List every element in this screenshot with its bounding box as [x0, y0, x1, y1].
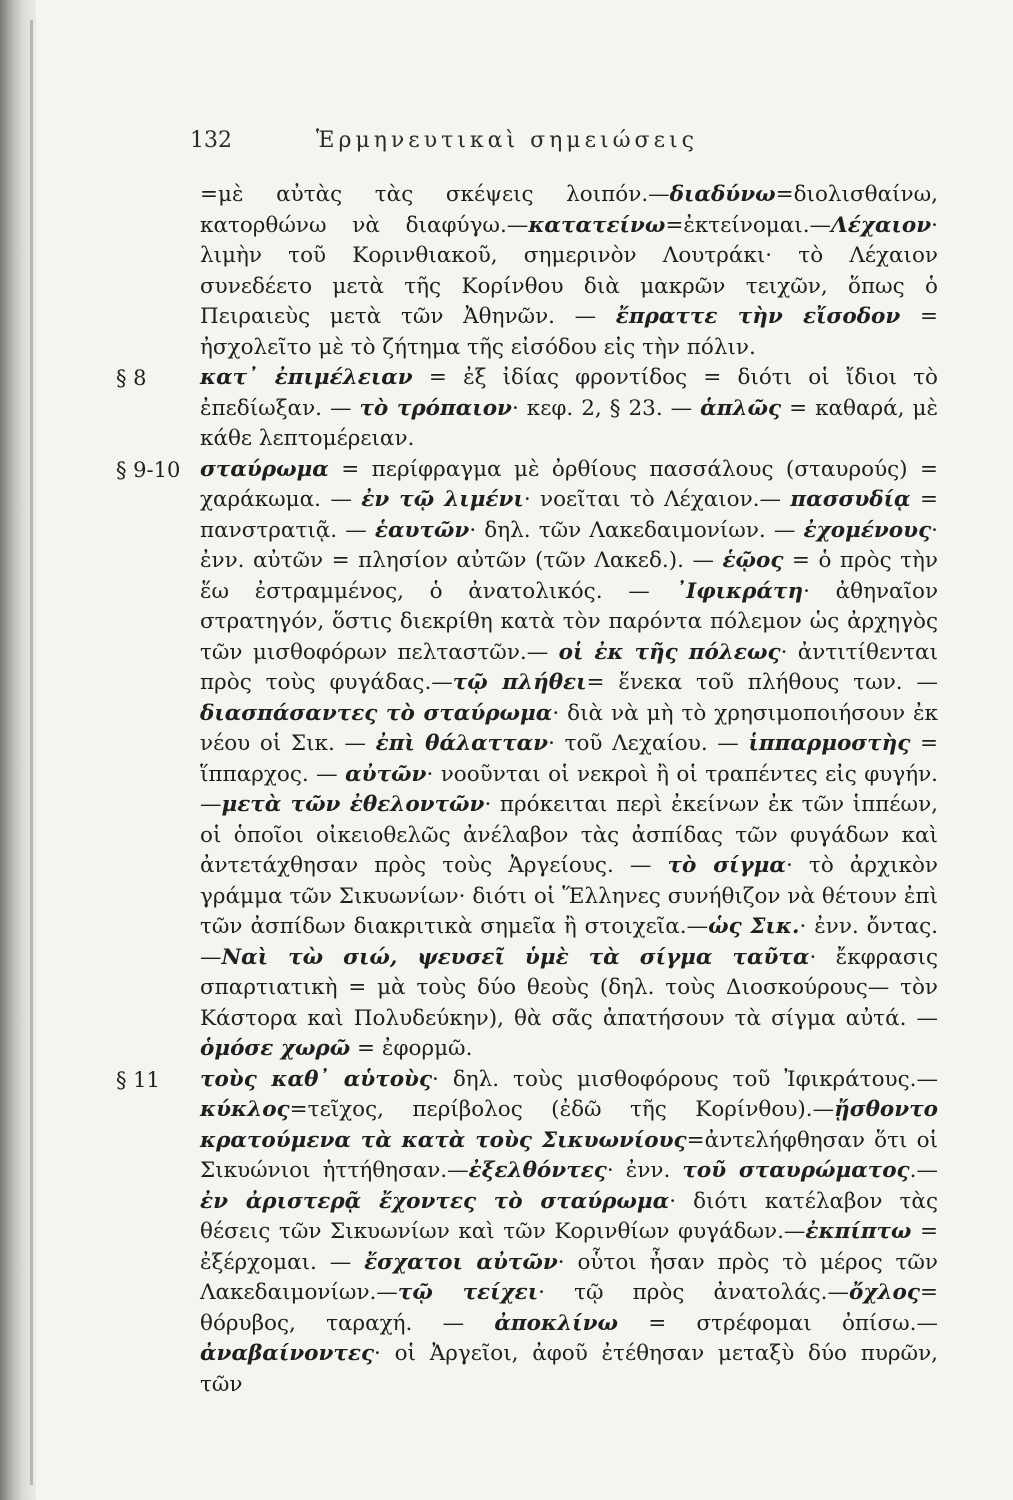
lemma-term: σταύρωμα	[200, 456, 329, 482]
gloss-text: · νοοῦνται οἱ νεκροὶ ἢ οἱ τραπέντες εἰς φυγήν.—	[200, 761, 938, 817]
gloss-text: = ὁ πρὸς τὴν ἕω ἐστραμμένος, ὁ ἀνατολικός. —	[200, 548, 938, 604]
lemma-term: ἁπλῶς	[700, 395, 782, 421]
commentary-paragraph	[116, 455, 939, 1065]
lemma-term: Λέχαιον	[831, 212, 932, 238]
lemma-term: ἐπὶ θάλατταν	[375, 731, 549, 756]
gloss-text: = πανστρατιᾷ. —	[200, 487, 938, 543]
lemma-term: ἀποκλίνω	[494, 1310, 618, 1336]
lemma-term: τοῦ σταυρώματος	[682, 1158, 910, 1183]
gloss-text: = ἐξ ἰδίας φροντίδος = διότι οἱ ἴδιοι τὸ ἐπεδίωξαν. —	[200, 365, 939, 421]
gloss-text: · τοῦ Λεχαίου. —	[548, 731, 749, 756]
lemma-term: τὸ τρόπαιον	[359, 395, 512, 421]
lemma-term: ἐξελθόντες	[468, 1158, 607, 1183]
gloss-text: · νοεῖται τὸ Λέχαιον.—	[523, 487, 791, 512]
lemma-term: τὸ σίγμα	[667, 853, 786, 878]
section-label: § 11	[116, 1067, 160, 1092]
gloss-text: =ἀντελήφθησαν ὅτι οἱ Σικυώνιοι ἡττήθησαν.—	[200, 1127, 938, 1183]
lemma-term: πασσυδίᾳ	[790, 487, 911, 512]
lemma-term: ἔπραττε τὴν εἴσοδον	[615, 304, 901, 329]
commentary-paragraph	[200, 180, 938, 363]
section-label: § 9-10	[116, 457, 181, 482]
gloss-text: · ἔκφρασις σπαρτιατικὴ = μὰ τοὺς δύο θεοὺς (δηλ. τοὺς Διοσκούρους— τὸν Κάστορα καὶ Πολυδεύκην), θὰ σᾶς ἀπατήσουν τὰ σίγμα αὐτά. —	[200, 944, 938, 1031]
gloss-text: = στρέφομαι ὀπίσω.—	[617, 1310, 938, 1336]
gloss-text: =μὲ αὐτὰς τὰς σκέψεις λοιπόν.—	[200, 182, 670, 207]
gloss-text: · λιμὴν τοῦ Κορινθιακοῦ, σημερινὸν Λουτράκι· τὸ Λέχαιον συνεδέετο μετὰ τῆς Κορίνθου διὰ μακρῶν τειχῶν, ὅπως ὁ Πειραιεὺς μετὰ τῶν Ἀθηνῶν. —	[200, 212, 938, 329]
lemma-term: διασπάσαντες τὸ σταύρωμα	[200, 700, 553, 726]
gloss-text: .—	[909, 1158, 938, 1183]
book-spine-shadow	[0, 0, 40, 1500]
gloss-text: = ἠσχολεῖτο μὲ τὸ ζήτημα τῆς εἰσόδου εἰς τὴν πόλιν.	[200, 304, 938, 360]
gloss-text: = ἵππαρχος. —	[200, 731, 939, 787]
section-label: § 8	[116, 366, 147, 390]
lemma-term: τοὺς καθ᾿ αὑτοὺς	[200, 1066, 433, 1092]
lemma-term: ἱππαρμοστὴς	[748, 731, 911, 756]
gloss-text: =ἐκτείνομαι.—	[665, 212, 832, 238]
lemma-term: κατ᾿ ἐπιμέλειαν	[200, 365, 413, 390]
gloss-text: = περίφραγμα μὲ ὀρθίους πασσάλους (σταυρούς) = χαράκωμα. —	[200, 456, 938, 512]
lemma-term: αὐτῶν	[345, 761, 427, 787]
lemma-term: ἐν ἀριστερᾷ ἔχοντες τὸ σταύρωμα	[200, 1188, 670, 1214]
gloss-text: · διότι κατέλαβον τὰς θέσεις τῶν Σικυωνίων καὶ τῶν Κορινθίων φυγάδων.—	[200, 1188, 938, 1244]
gloss-text: · δηλ. τοὺς μισθοφόρους τοῦ Ἰφικράτους.—	[432, 1066, 938, 1092]
lemma-term: ὁμόσε χωρῶ	[200, 1036, 351, 1061]
lemma-term: τῷ πλήθει	[452, 670, 587, 695]
gloss-text: · κεφ. 2, § 23. —	[511, 395, 701, 421]
commentary-paragraph	[116, 363, 939, 455]
lemma-term: Ναὶ τὼ σιώ, ψευσεῖ ὑμὲ τὰ σίγμα ταῦτα	[221, 944, 810, 970]
lemma-term: ἐκπίπτω	[805, 1219, 912, 1244]
lemma-term: κατατείνω	[528, 212, 666, 238]
gloss-text: · οἱ Ἀργεῖοι, ἀφοῦ ἐτέθησαν μεταξὺ δύο πυρῶν, τῶν	[200, 1341, 938, 1397]
lemma-term: ὡς Σικ.	[708, 914, 800, 939]
lemma-term: τῷ τείχει	[397, 1280, 539, 1305]
gloss-text: · δηλ. τῶν Λακεδαιμονίων. —	[469, 517, 804, 543]
gloss-text: · ἐνν.	[606, 1158, 683, 1183]
lemma-term: ᾿Ιφικράτη	[675, 578, 804, 604]
page-number: 132	[190, 128, 232, 153]
lemma-term: οἱ ἐκ τῆς πόλεως	[558, 639, 781, 665]
lemma-term: ἑῷος	[722, 548, 784, 573]
gloss-text: · διὰ νὰ μὴ τὸ χρησιμοποιήσουν ἐκ νέου οἱ Σικ. —	[200, 700, 938, 756]
lemma-term: ἀναβαίνοντες	[200, 1341, 375, 1366]
gloss-text: = ἐξέρχομαι. —	[200, 1219, 938, 1275]
gloss-text: · ἀντιτίθενται πρὸς τοὺς φυγάδας.—	[200, 639, 938, 695]
lemma-term: ἔσχατοι αὐτῶν	[364, 1249, 558, 1275]
lemma-term: ἑαυτῶν	[374, 517, 470, 543]
gloss-text: · τῷ πρὸς ἀνατολάς.—	[538, 1280, 849, 1305]
lemma-term: κύκλος	[200, 1097, 290, 1122]
running-title: Ἑρμηνευτικαὶ σημειώσεις	[316, 128, 698, 153]
gloss-text: · ἐνν. αὐτῶν = πλησίον αὐτῶν (τῶν Λακεδ.). —	[200, 517, 938, 573]
lemma-term: ὄχλος	[848, 1280, 920, 1305]
lemma-term: μετὰ τῶν ἐθελοντῶν	[221, 792, 485, 817]
page-header	[190, 128, 950, 164]
gloss-text: · τὸ ἀρχικὸν γράμμα τῶν Σικυωνίων· διότι οἱ Ἕλληνες συνήθιζον νὰ θέτουν ἐπὶ τῶν ἀσπίδων διακριτικὰ σημεῖα ἢ στοιχεῖα.—	[200, 853, 938, 939]
gloss-text: = θόρυβος, ταραχή. —	[200, 1280, 938, 1336]
commentary-body	[116, 180, 939, 1400]
gloss-text: =τεῖχος, περίβολος (ἐδῶ τῆς Κορίνθου).—	[289, 1097, 835, 1122]
lemma-term: ᾔσθοντο κρατούμενα τὰ κατὰ τοὺς Σικυωνίους	[200, 1097, 938, 1153]
gloss-text: · πρόκειται περὶ ἐκείνων ἐκ τῶν ἱππέων, οἱ ὁποῖοι οἰκειοθελῶς ἀνέλαβον τὰς ἀσπίδας τῶν φυγάδων καὶ ἀντετάχθησαν πρὸς τοὺς Ἀργείους. —	[200, 792, 938, 878]
gloss-text: = καθαρά, μὲ κάθε λεπτομέρειαν.	[200, 395, 938, 451]
gloss-text: = ἐφορμῶ.	[350, 1036, 473, 1061]
lemma-term: διαδύνω	[669, 182, 776, 207]
gloss-text: · ἀθηναῖον στρατηγόν, ὅστις διεκρίθη κατὰ τὸν παρόντα πόλεμον ὡς ἀρχηγὸς τῶν μισθοφόρων πελταστῶν.—	[200, 578, 939, 665]
gloss-text: = ἕνεκα τοῦ πλήθους των. —	[586, 670, 939, 695]
gloss-text: · οὗτοι ἦσαν πρὸς τὸ μέρος τῶν Λακεδαιμονίων.—	[200, 1249, 938, 1305]
lemma-term: ἐχομένους	[803, 517, 932, 543]
page-edge-line	[30, 20, 33, 1485]
gloss-text: =διολισθαίνω, κατορθώνω νὰ διαφύγω.—	[200, 182, 938, 238]
lemma-term: ἐν τῷ λιμένι	[361, 487, 524, 512]
gloss-text: · ἐνν. ὄντας.—	[200, 914, 938, 970]
commentary-paragraph	[116, 1065, 938, 1401]
